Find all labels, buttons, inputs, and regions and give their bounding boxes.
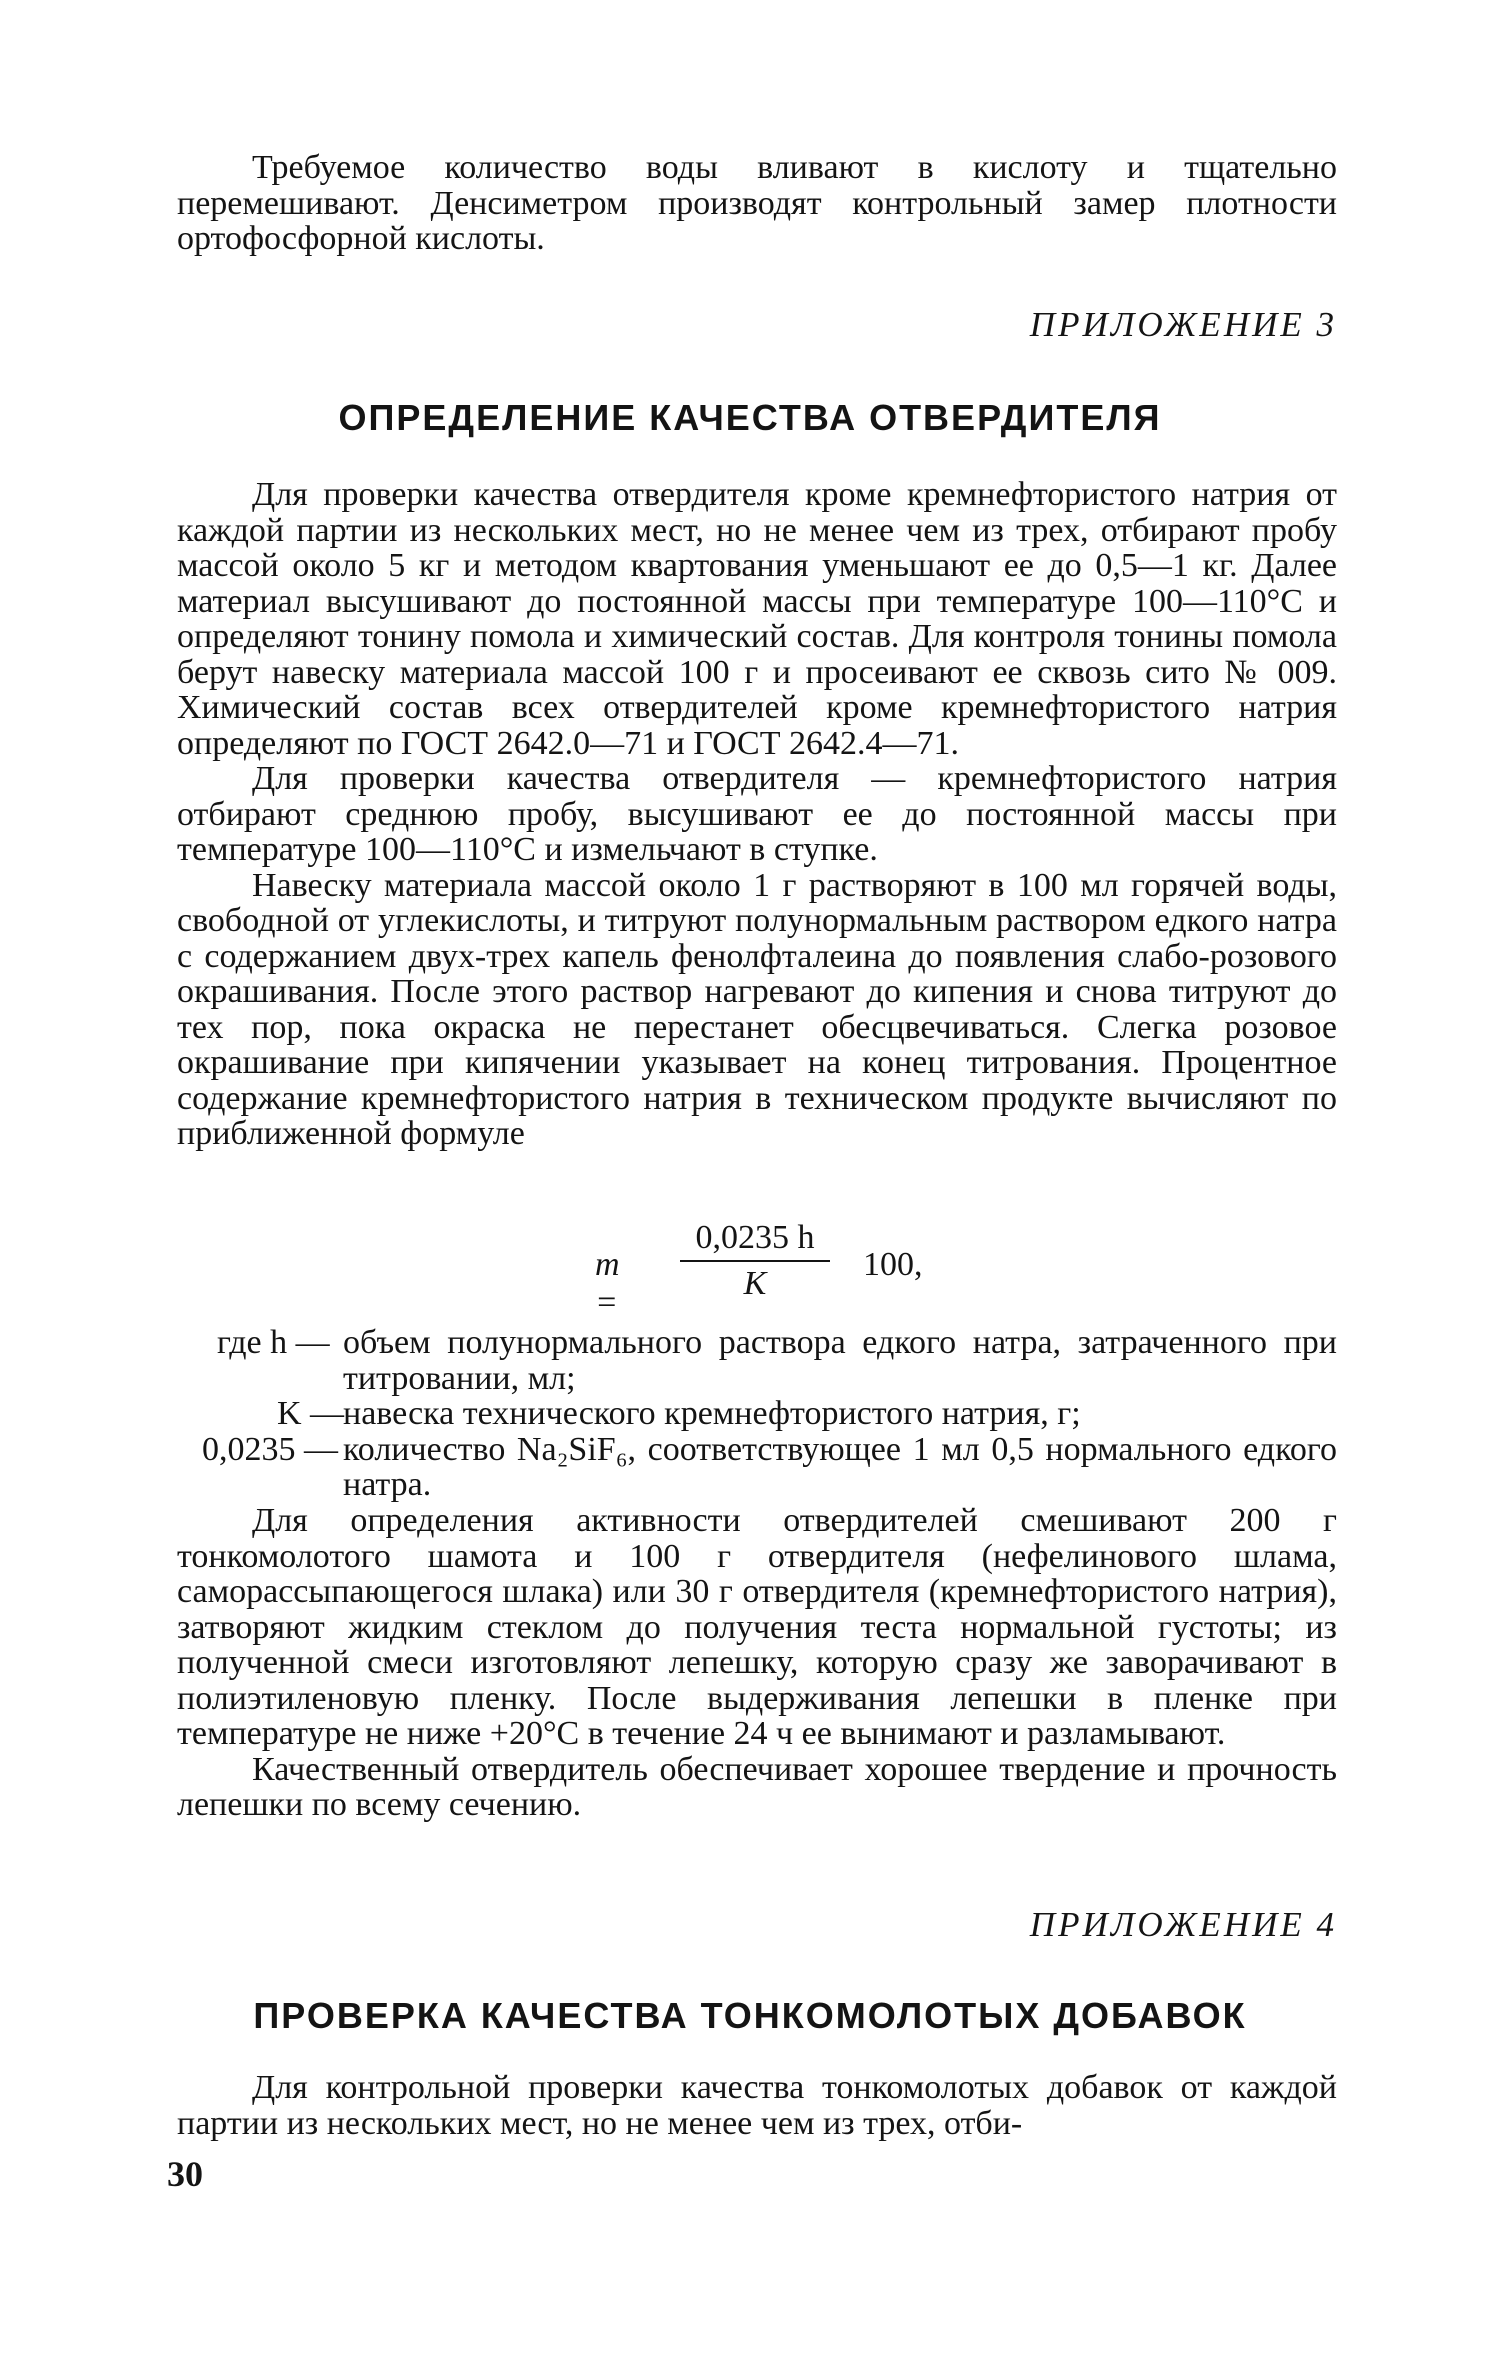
paragraph-additives: Для контрольной проверки качества тонкомолотых добавок от каждой партии из нескольких мест, но не менее чем из трех, отби- (177, 2069, 1337, 2142)
paragraph-hardener-sampling: Для проверки качества отвердителя кроме кремнефтористого натрия от каждой партии из нескольких мест, но не менее чем из трех, отбирают пробу массой около 5 кг и методом квартования уменьшают ее до 0,5—1 кг. Далее материал высушивают до постоянной массы при температуре 100—110°С и определяют тонину помола и химический состав. Для контроля тонины помола берут навеску материала массой 100 г и просеивают ее сквозь сито № 009. Химический состав всех отвердителей кроме кремнефтористого натрия определяют по ГОСТ 2642.0—71 и ГОСТ 2642.4—71. (177, 476, 1337, 762)
definition-term: K — (277, 1395, 345, 1432)
formula-fraction (680, 1218, 830, 1304)
intro-block (177, 150, 1337, 257)
page-number: 30 (167, 2154, 203, 2194)
appendix-4-title: ПРОВЕРКА КАЧЕСТВА ТОНКОМОЛОТЫХ ДОБАВОК (253, 1995, 1247, 2036)
formula-numerator: 0,0235 h (695, 1219, 815, 1256)
definition-k (217, 1396, 1337, 1432)
definition-h (217, 1325, 1337, 1396)
appendix-4-label: ПРИЛОЖЕНИЕ 4 (1029, 1905, 1337, 1944)
paragraph-silicofluoride-sampling: Для проверки качества отвердителя — кремнефтористого натрия отбирают среднюю пробу, высушивают ее до постоянной массы при температуре 100—110°С и измельчают в ступке. (177, 760, 1337, 868)
definition-term: где h — (217, 1324, 330, 1361)
appendix-3-body-continued (177, 1503, 1337, 1823)
paragraph-titration: Навеску материала массой около 1 г растворяют в 100 мл горячей воды, свободной от углекислоты, и титруют полунормальным раствором едкого натра с содержанием двух-трех капель фенолфталеина до появления слабо-розового окрашивания. После этого раствор нагревают до кипения и снова титруют до тех пор, пока окраска не перестанет обесцвечиваться. Слегка розовое окрашивание при кипячении указывает на конец титрования. Процентное содержание кремнефтористого натрия в техническом продукте вычисляют по приближенной формуле (177, 866, 1337, 1152)
intro-paragraph: Требуемое количество воды вливают в кислоту и тщательно перемешивают. Денсиметром производят контрольный замер плотности ортофосфорной кислоты. (177, 149, 1337, 257)
definition-text: количество Na₂SiF₆, соответствующее 1 мл 0,5 нормального едкого натра. (343, 1430, 1337, 1503)
definition-text: объем полунормального раствора едкого натра, затраченного при титровании, мл; (343, 1324, 1337, 1397)
formula-denominator: K (743, 1265, 767, 1302)
appendix-4-body (177, 2070, 1337, 2141)
formula-lhs: m = (595, 1246, 620, 1321)
paragraph-activity-test: Для определения активности отвердителей смешивают 200 г тонкомолотого шамота и 100 г отвердителя (нефелинового шлама, саморассыпающегося шлака) или 30 г отвердителя (кремнефтористого натрия), затворяют жидким стеклом до получения теста нормальной густоты; из полученной смеси изготовляют лепешку, которую сразу же заворачивают в полиэтиленовую пленку. После выдерживания лепешки в пленке при температуре не ниже +20°С в течение 24 ч ее вынимают и разламывают. (177, 1502, 1337, 1752)
definition-coefficient (202, 1430, 1337, 1503)
appendix-3-label: ПРИЛОЖЕНИЕ 3 (1029, 305, 1337, 344)
formula-multiplier: 100, (863, 1246, 923, 1283)
appendix-3-title: ОПРЕДЕЛЕНИЕ КАЧЕСТВА ОТВЕРДИТЕЛЯ (338, 397, 1162, 438)
formula-definitions (177, 1325, 1337, 1503)
paragraph-quality-result: Качественный отвердитель обеспечивает хорошее твердение и прочность лепешки по всему сечению. (177, 1750, 1337, 1823)
fraction-bar (680, 1260, 830, 1262)
definition-term: 0,0235 — (202, 1430, 338, 1468)
definition-text: навеска технического кремнефтористого натрия, г; (343, 1395, 1081, 1432)
appendix-3-body (177, 477, 1337, 1152)
